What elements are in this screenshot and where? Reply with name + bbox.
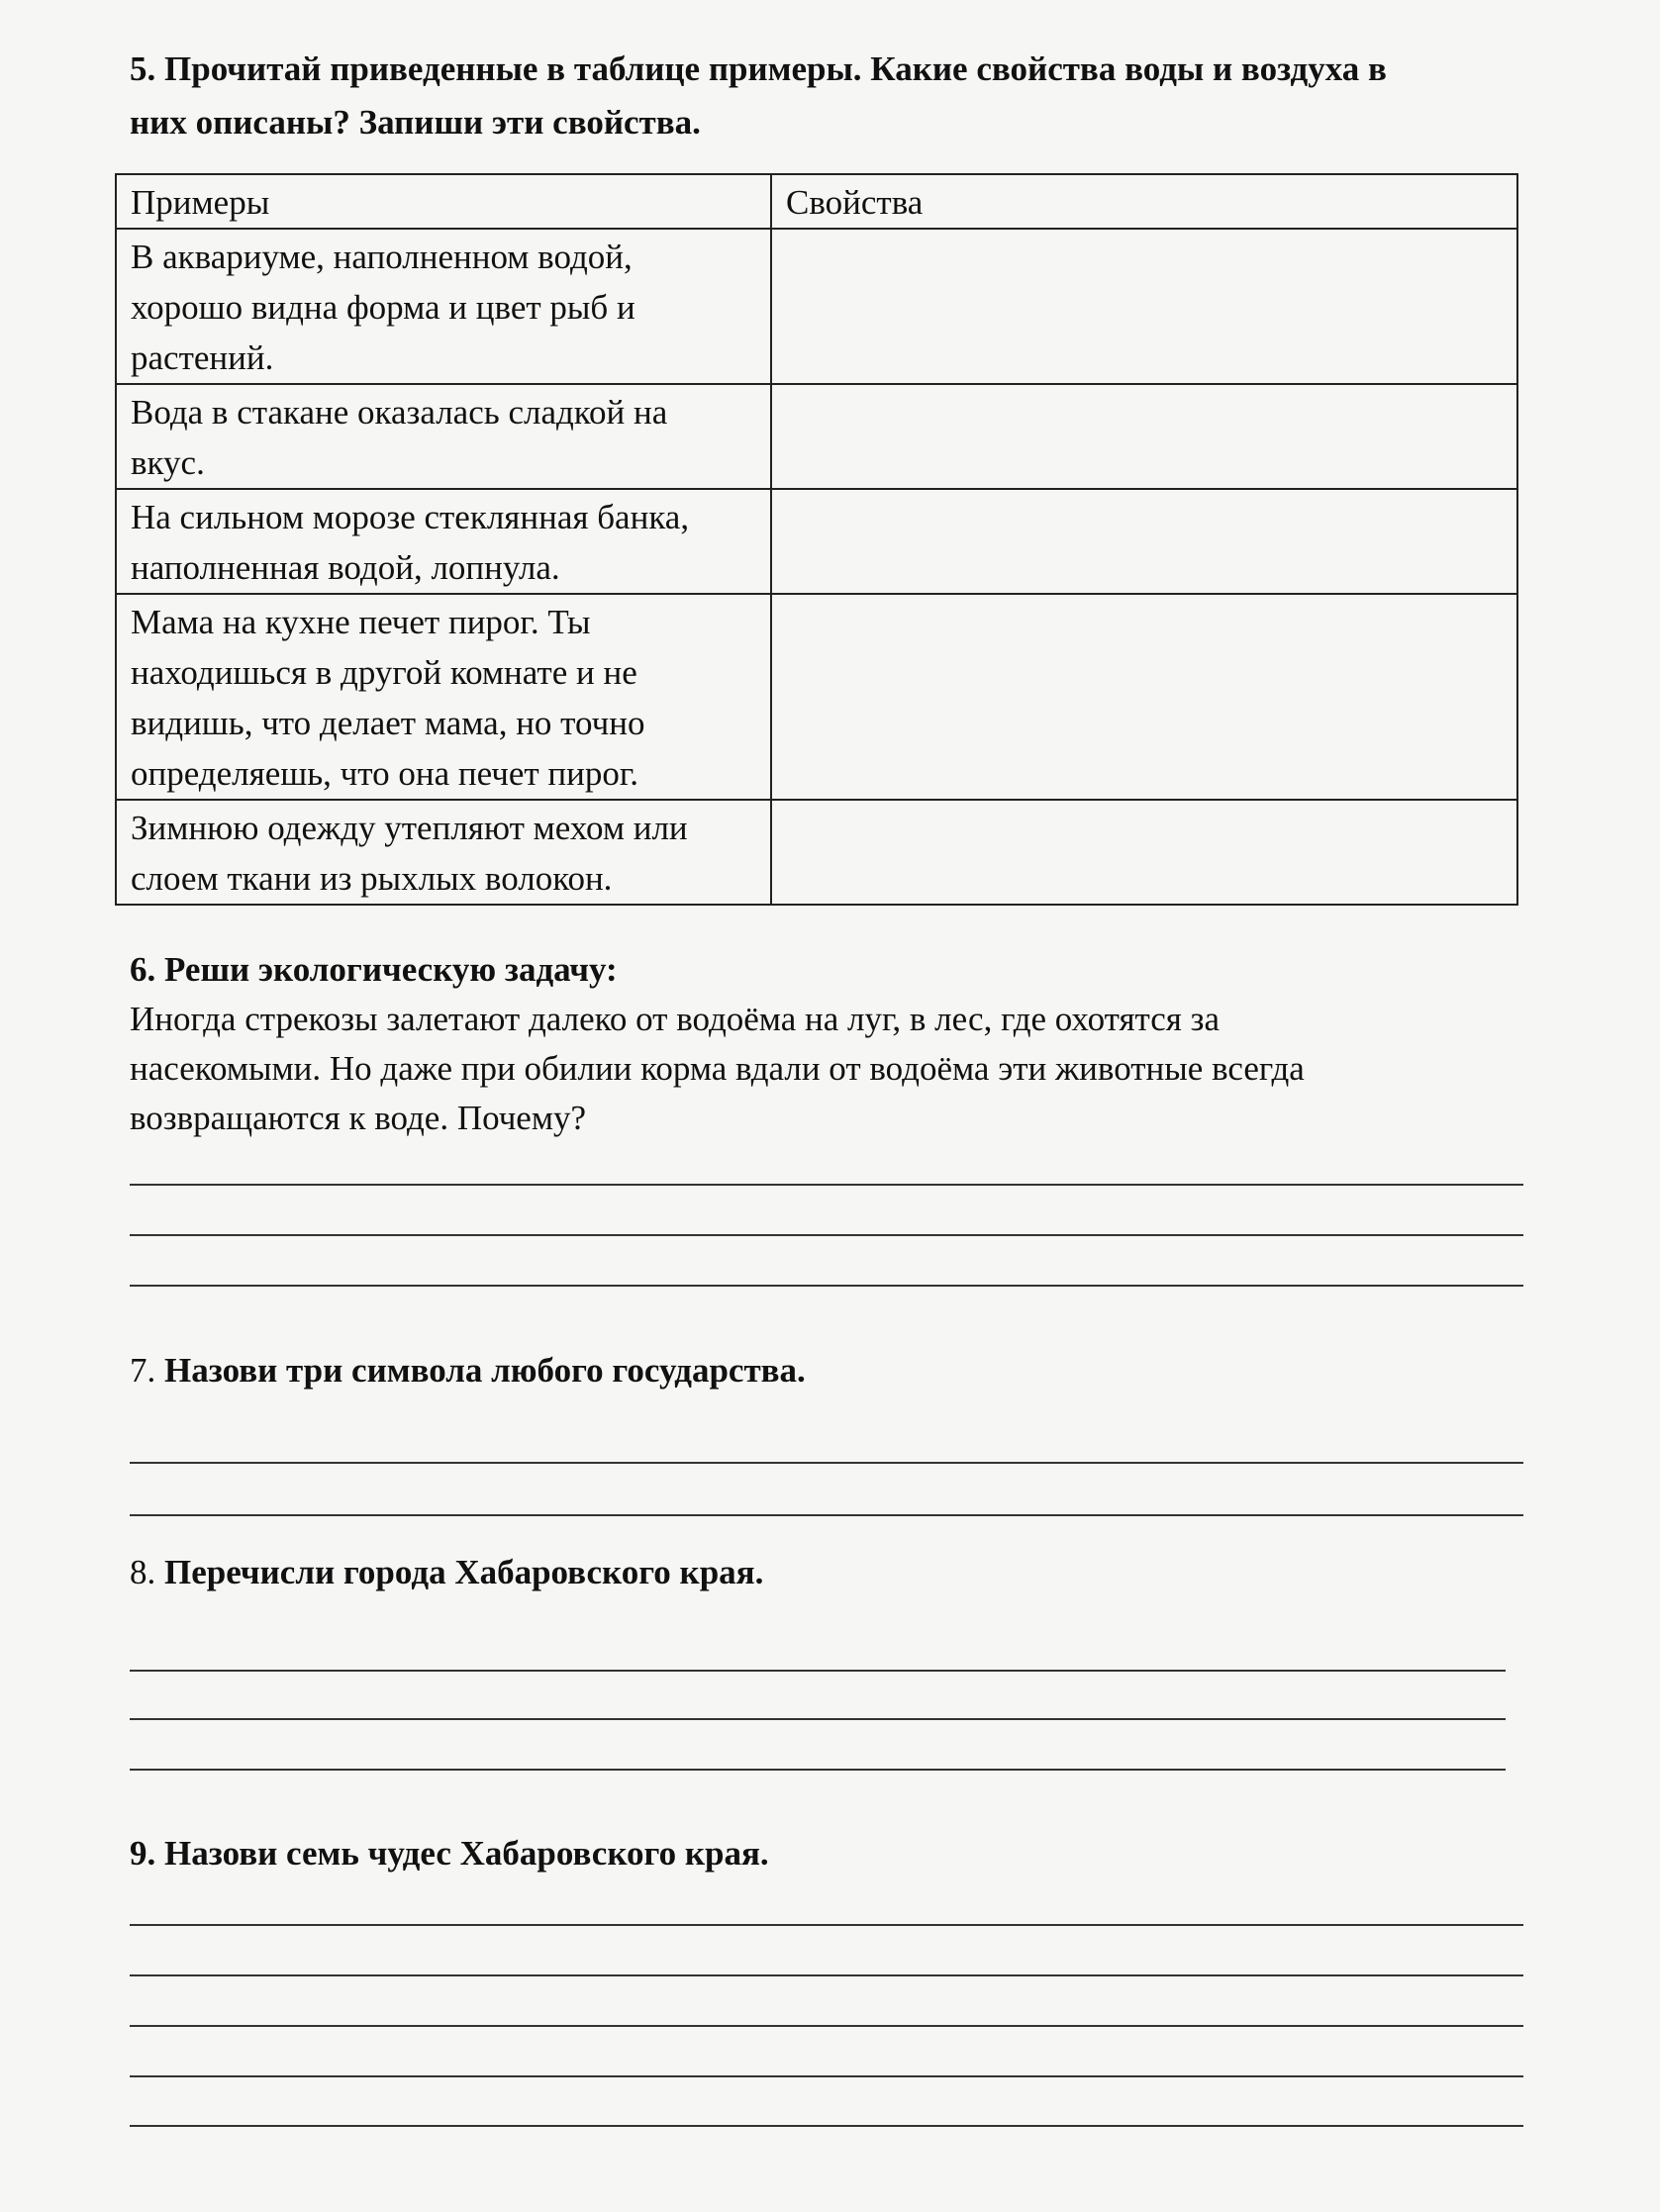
example-cell bbox=[116, 229, 771, 384]
task9-title: 9. Назови семь чудес Хабаровского края. bbox=[130, 1834, 769, 1873]
task6-body-line3: возвращаются к воде. Почему? bbox=[130, 1099, 587, 1137]
task9-answer-line[interactable] bbox=[130, 2075, 1523, 2077]
header-properties: Свойства bbox=[771, 174, 1517, 229]
header-examples: Примеры bbox=[116, 174, 771, 229]
task5-title-line2: них описаны? Запиши эти свойства. bbox=[130, 103, 701, 142]
example-text-line: растений. bbox=[131, 338, 274, 377]
task6-body-line1: Иногда стрекозы залетают далеко от водоёма на луг, в лес, где охотятся за bbox=[130, 1000, 1221, 1038]
example-text-line: наполненная водой, лопнула. bbox=[131, 548, 560, 587]
task5-title-line1: 5. Прочитай приведенные в таблице примеры. Какие свойства воды и воздуха в bbox=[130, 49, 1387, 88]
task6-answer-line[interactable] bbox=[130, 1285, 1523, 1287]
task6-answer-line[interactable] bbox=[130, 1184, 1523, 1186]
example-cell bbox=[116, 800, 771, 905]
task8-number: 8. bbox=[130, 1553, 156, 1591]
task8-answer-line[interactable] bbox=[130, 1718, 1506, 1720]
task7-title bbox=[130, 1346, 806, 1395]
task6-title: 6. Реши экологическую задачу: bbox=[130, 950, 618, 989]
property-answer-cell[interactable] bbox=[771, 489, 1517, 594]
task7-title-text: Назови три символа любого государства. bbox=[164, 1351, 806, 1390]
task7-answer-line[interactable] bbox=[130, 1462, 1523, 1464]
task6-body-line2: насекомыми. Но даже при обилии корма вдали от водоёма эти животные всегда bbox=[130, 1049, 1305, 1088]
property-answer-cell[interactable] bbox=[771, 229, 1517, 384]
table-row bbox=[116, 489, 1517, 594]
example-text-line: слоем ткани из рыхлых волокон. bbox=[131, 859, 613, 898]
task8-title-text: Перечисли города Хабаровского края. bbox=[164, 1553, 764, 1591]
example-text-line: видишь, что делает мама, но точно bbox=[131, 704, 645, 742]
properties-table bbox=[115, 173, 1518, 906]
task9-answer-line[interactable] bbox=[130, 1974, 1523, 1976]
example-cell bbox=[116, 384, 771, 489]
example-cell bbox=[116, 594, 771, 800]
property-answer-cell[interactable] bbox=[771, 800, 1517, 905]
example-text-line: На сильном морозе стеклянная банка, bbox=[131, 498, 690, 536]
task8-answer-line[interactable] bbox=[130, 1769, 1506, 1771]
table-row bbox=[116, 229, 1517, 384]
property-answer-cell[interactable] bbox=[771, 594, 1517, 800]
task6-answer-line[interactable] bbox=[130, 1234, 1523, 1236]
task7-answer-line[interactable] bbox=[130, 1514, 1523, 1516]
example-text-line: Вода в стакане оказалась сладкой на bbox=[131, 393, 668, 432]
example-text-line: Мама на кухне печет пирог. Ты bbox=[131, 603, 591, 641]
example-text-line: хорошо видна форма и цвет рыб и bbox=[131, 288, 635, 327]
example-text-line: определяешь, что она печет пирог. bbox=[131, 754, 639, 793]
example-cell bbox=[116, 489, 771, 594]
table-header-row bbox=[116, 174, 1517, 229]
task9-answer-line[interactable] bbox=[130, 1924, 1523, 1926]
task9-answer-line[interactable] bbox=[130, 2025, 1523, 2027]
example-text-line: В аквариуме, наполненном водой, bbox=[131, 238, 633, 276]
table-row bbox=[116, 594, 1517, 800]
property-answer-cell[interactable] bbox=[771, 384, 1517, 489]
task8-answer-line[interactable] bbox=[130, 1670, 1506, 1672]
task8-title bbox=[130, 1548, 763, 1597]
task9-answer-line[interactable] bbox=[130, 2125, 1523, 2127]
example-text-line: вкус. bbox=[131, 443, 205, 482]
table-row bbox=[116, 384, 1517, 489]
table-row bbox=[116, 800, 1517, 905]
example-text-line: Зимнюю одежду утепляют мехом или bbox=[131, 809, 688, 847]
example-text-line: находишься в другой комнате и не bbox=[131, 653, 637, 692]
task7-number: 7. bbox=[130, 1351, 156, 1390]
